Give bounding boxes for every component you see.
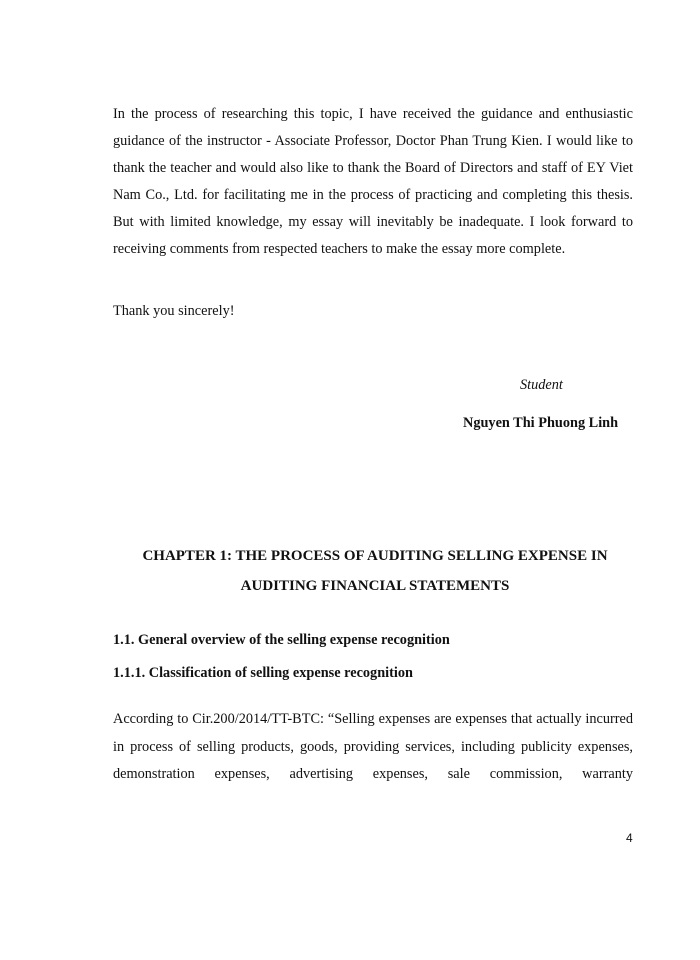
- signature-name: Nguyen Thi Phuong Linh: [463, 415, 619, 431]
- subsection-heading: 1.1.1. Classification of selling expense recognition: [113, 665, 413, 681]
- section-heading: 1.1. General overview of the selling expense recognition: [113, 632, 450, 648]
- closing-line: Thank you sincerely!: [113, 303, 235, 319]
- signature-role: Student: [520, 377, 563, 393]
- body-paragraph: According to Cir.200/2014/TT-BTC: “Selling expenses are expenses that actually incurred in process of selling products, goods, providing services, including publicity expenses, demonstration expenses, advertising expenses, sale commission, warranty: [113, 711, 633, 782]
- chapter-title-line-2: AUDITING FINANCIAL STATEMENTS: [240, 578, 510, 594]
- acknowledgement-paragraph: In the process of researching this topic, I have received the guidance and enthusiastic guidance of the instructor - Associate Professor, Doctor Phan Trung Kien. I would like to thank the teacher and would also like to thank the Board of Directors and staff of EY Viet Nam Co., Ltd. for facilitating me in the process of practicing and completing this thesis. But with limited knowledge, my essay will inevitably be inadequate. I look forward to receiving comments from respected teachers to make the essay more complete.: [113, 106, 633, 257]
- page-number: 4: [626, 831, 633, 845]
- chapter-title: [100, 541, 650, 601]
- chapter-title-line-1: CHAPTER 1: THE PROCESS OF AUDITING SELLING EXPENSE IN: [142, 548, 608, 564]
